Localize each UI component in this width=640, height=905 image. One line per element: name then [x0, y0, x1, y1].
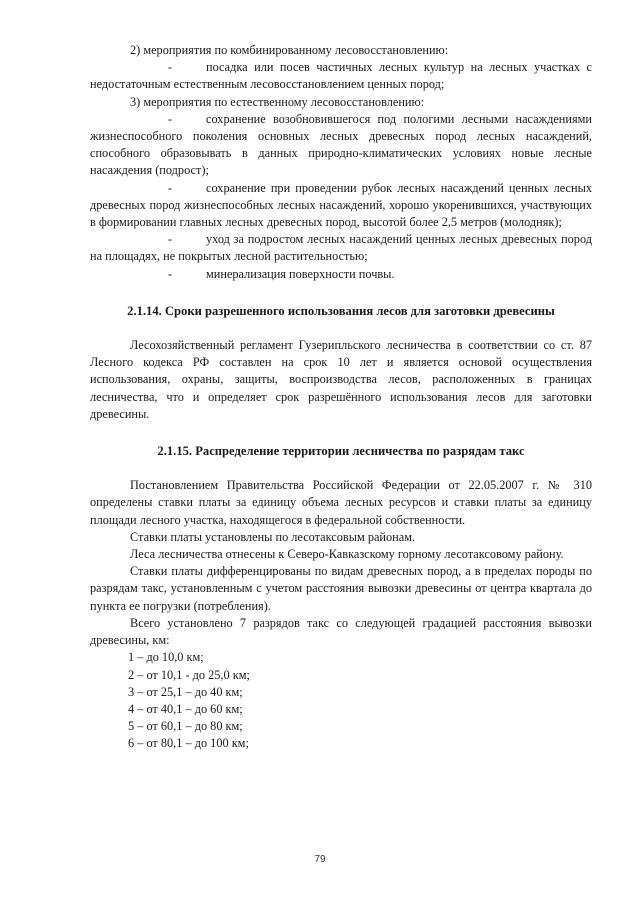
list-item-rate-4: 4 – от 40,1 – до 60 км;	[128, 701, 243, 716]
bullet-text: сохранение возобновившегося под пологими лесными насаждениями жизнеспособного поколения основных лесных древесных пород лесных насаждений, способного образовывать в данных природно-климатических условиях новые лесные насаждения (подрост);	[90, 111, 592, 178]
list-item-rate-1: 1 – до 10,0 км;	[128, 650, 204, 665]
bullet-undergrowth-care	[90, 231, 592, 265]
bullet-soil-mineralization	[90, 266, 592, 283]
bullet-preserve-young-stands	[90, 180, 592, 232]
bullet-text: сохранение при проведении рубок лесных насаждений ценных лесных древесных пород жизнеспособных лесных насаждений, хорошо укоренившихся, участвующих в формировании главных лесных древесных пород, высотой более 2,5 метров (молодняк);	[90, 180, 592, 230]
list-item-rate-3: 3 – от 25,1 – до 40 км;	[128, 684, 243, 699]
bullet-dash: -	[168, 111, 173, 126]
bullet-dash: -	[168, 60, 173, 75]
paragraph-government-decree: Постановлением Правительства Российской Федерации от 22.05.2007 г. № 310 определены ставки платы за единицу объема лесных ресурсов и ставки платы за единицу площади лесного участка, находящегося в федеральной собственности.	[90, 478, 592, 527]
paragraph-rate-categories: Всего установлено 7 разрядов такс со следующей градацией расстояния вывозки древесины, км:	[90, 615, 592, 648]
bullet-text: уход за подростом лесных насаждений ценных лесных древесных пород на площадях, не покрытых лесной растительностью;	[90, 232, 592, 264]
document-page	[90, 42, 592, 753]
paragraph-natural-reforestation: 3) мероприятия по естественному лесовосстановлению:	[130, 94, 425, 109]
list-item-rate-2: 2 – от 10,1 - до 25,0 км;	[128, 667, 250, 682]
paragraph-combined-reforestation: 2) мероприятия по комбинированному лесовосстановлению:	[130, 43, 449, 57]
page-number: 79	[314, 854, 326, 865]
paragraph-rate-districts: Ставки платы установлены по лесотаксовым районам.	[130, 529, 416, 544]
section-heading-2-1-14: 2.1.14. Сроки разрешенного использования лесов для заготовки древесины	[127, 303, 555, 318]
bullet-dash: -	[168, 232, 173, 247]
list-item-rate-6: 6 – от 80,1 – до 100 км;	[128, 736, 249, 751]
bullet-text: минерализация поверхности почвы.	[206, 266, 395, 281]
paragraph-rate-differentiation: Ставки платы дифференцированы по видам древесных пород, а в пределах породы по разрядам такс, установленным с учетом расстояния вывозки древесины от центра квартала до пункта ее погрузки (потребления).	[90, 564, 592, 613]
bullet-preserve-undergrowth	[90, 111, 592, 180]
bullet-partial-cultures	[90, 59, 592, 93]
paragraph-forest-district: Леса лесничества отнесены к Северо-Кавказскому горному лесотаксовому району.	[130, 547, 564, 562]
bullet-text: посадка или посев частичных лесных культур на лесных участках с недостаточным естественным лесовосстановлением ценных пород;	[90, 60, 592, 92]
bullet-dash: -	[168, 266, 173, 281]
section-heading-2-1-15: 2.1.15. Распределение территории лесничества по разрядам такс	[157, 444, 525, 459]
list-item-rate-5: 5 – от 60,1 – до 80 км;	[128, 719, 243, 734]
paragraph-regulation-term: Лесохозяйственный регламент Гузерипльского лесничества в соответствии со ст. 87 Лесного кодекса РФ составлен на срок 10 лет и является основой осуществления использования, охраны, защиты, воспроизводства лесов, расположенных в границах лесничества, что и определяет срок разрешённого использования лесов для заготовки древесины.	[90, 338, 592, 421]
bullet-dash: -	[168, 180, 173, 195]
